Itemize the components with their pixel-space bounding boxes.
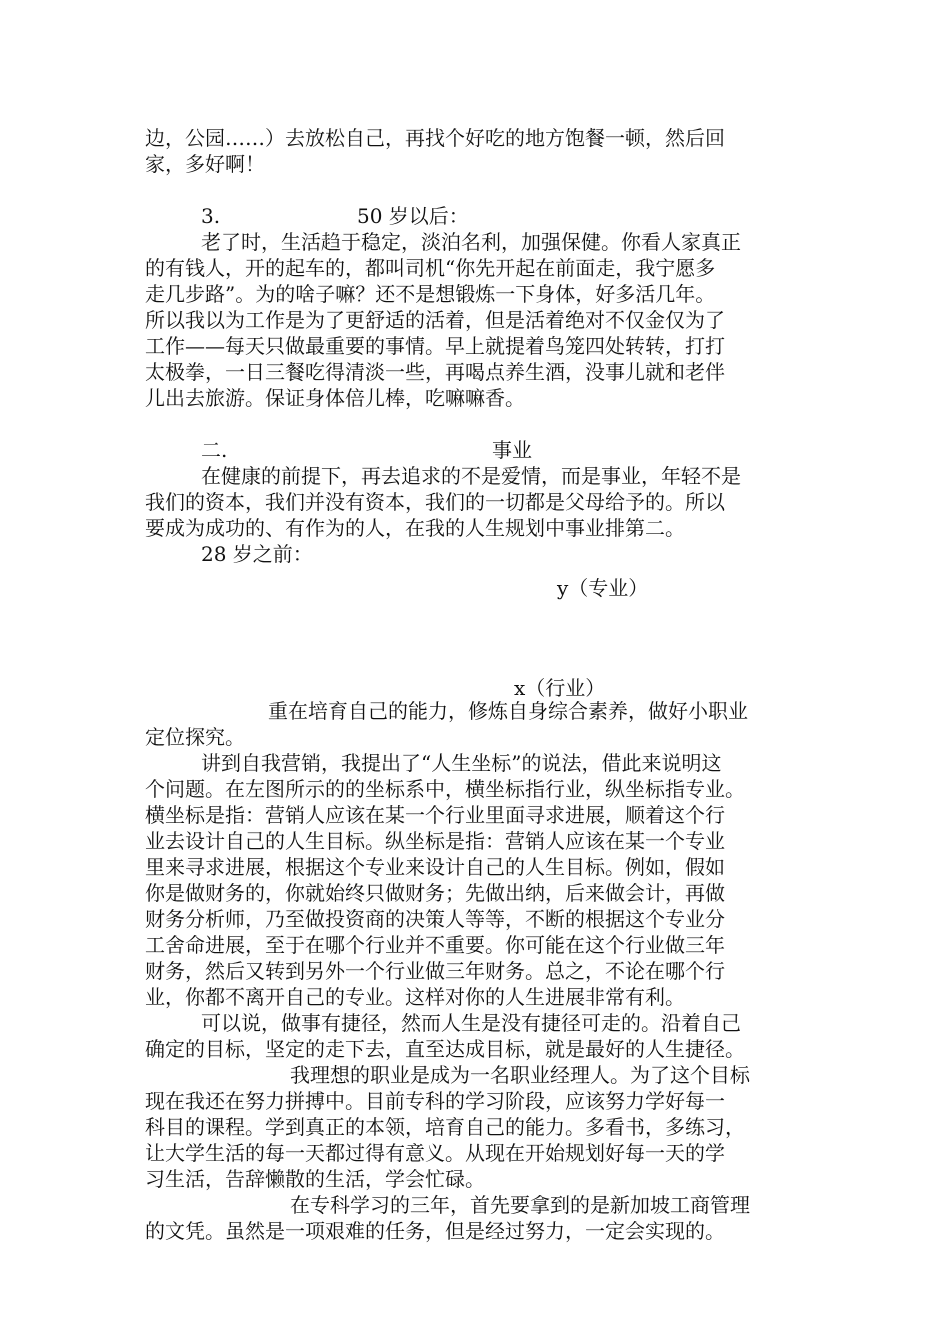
text-line: 家，多好啊！ [145, 152, 265, 176]
text-line: 重在培育自己的能力，修炼自身综合素养，做好小职业 [268, 699, 748, 723]
chart-x-axis-label: x（行业） [514, 676, 606, 700]
text-line: 让大学生活的每一天都过得有意义。从现在开始规划好每一天的学 [145, 1141, 725, 1165]
text-line: 里来寻求进展，根据这个专业来设计自己的人生目标。例如，假如 [145, 855, 725, 879]
text-line: 我理想的职业是成为一名职业经理人。为了这个目标 [290, 1063, 750, 1087]
text-line: 边，公园……）去放松自己，再找个好吃的地方饱餐一顿，然后回 [145, 126, 725, 150]
text-line: 定位探究。 [145, 725, 245, 749]
text-line: 横坐标是指：营销人应该在某一个行业里面寻求进展，顺着这个行 [145, 803, 725, 827]
text-line: 财务分析师，乃至做投资商的决策人等等，不断的根据这个专业分 [145, 907, 725, 931]
section-number: 3. [201, 204, 221, 228]
section-number: 二. [201, 438, 228, 462]
text-line: 走几步路”。为的啥子嘛？还不是想锻炼一下身体，好多活几年。 [145, 282, 716, 306]
text-line: 习生活，告辞懒散的生活，学会忙碌。 [145, 1167, 485, 1191]
text-line: 在专科学习的三年，首先要拿到的是新加坡工商管理 [290, 1193, 750, 1217]
text-line: 科目的课程。学到真正的本领，培育自己的能力。多看书，多练习， [145, 1115, 745, 1139]
text-line: 在健康的前提下，再去追求的不是爱情，而是事业，年轻不是 [201, 464, 741, 488]
chart-y-axis-label: y（专业） [557, 576, 649, 600]
text-line: 现在我还在努力拼搏中。目前专科的学习阶段，应该努力学好每一 [145, 1089, 725, 1113]
text-line: 业，你都不离开自己的专业。这样对你的人生进展非常有利。 [145, 985, 685, 1009]
text-line: 确定的目标，坚定的走下去，直至达成目标，就是最好的人生捷径。 [145, 1037, 745, 1061]
section-heading: 事业 [492, 438, 532, 462]
text-line: 太极拳，一日三餐吃得清淡一些，再喝点养生酒，没事儿就和老伴 [145, 360, 725, 384]
text-line: 讲到自我营销，我提出了“人生坐标”的说法，借此来说明这 [201, 751, 722, 775]
section-heading: 50 岁以后： [357, 204, 469, 228]
text-line: 业去设计自己的人生目标。纵坐标是指：营销人应该在某一个专业 [145, 829, 725, 853]
text-line: 我们的资本，我们并没有资本，我们的一切都是父母给予的。所以 [145, 490, 725, 514]
text-line: 所以我以为工作是为了更舒适的活着，但是活着绝对不仅金仅为了 [145, 308, 725, 332]
text-line: 个问题。在左图所示的的坐标系中，横坐标指行业，纵坐标指专业。 [145, 777, 745, 801]
text-line: 财务，然后又转到另外一个行业做三年财务。总之，不论在哪个行 [145, 959, 725, 983]
text-line: 你是做财务的，你就始终只做财务；先做出纳，后来做会计，再做 [145, 881, 725, 905]
text-line: 工舍命进展，至于在哪个行业并不重要。你可能在这个行业做三年 [145, 933, 725, 957]
text-line: 要成为成功的、有作为的人，在我的人生规划中事业排第二。 [145, 516, 685, 540]
text-line: 28 岁之前： [201, 542, 313, 566]
text-line: 的有钱人，开的起车的，都叫司机“你先开起在前面走，我宁愿多 [145, 256, 716, 280]
text-line: 可以说，做事有捷径，然而人生是没有捷径可走的。沿着自己 [201, 1011, 741, 1035]
text-line: 儿出去旅游。保证身体倍儿棒，吃嘛嘛香。 [145, 386, 525, 410]
text-line: 的文凭。虽然是一项艰难的任务，但是经过努力，一定会实现的。 [145, 1219, 725, 1243]
text-line: 工作——每天只做最重要的事情。早上就提着鸟笼四处转转，打打 [145, 334, 725, 358]
text-line: 老了时，生活趋于稳定，淡泊名利，加强保健。你看人家真正 [201, 230, 741, 254]
